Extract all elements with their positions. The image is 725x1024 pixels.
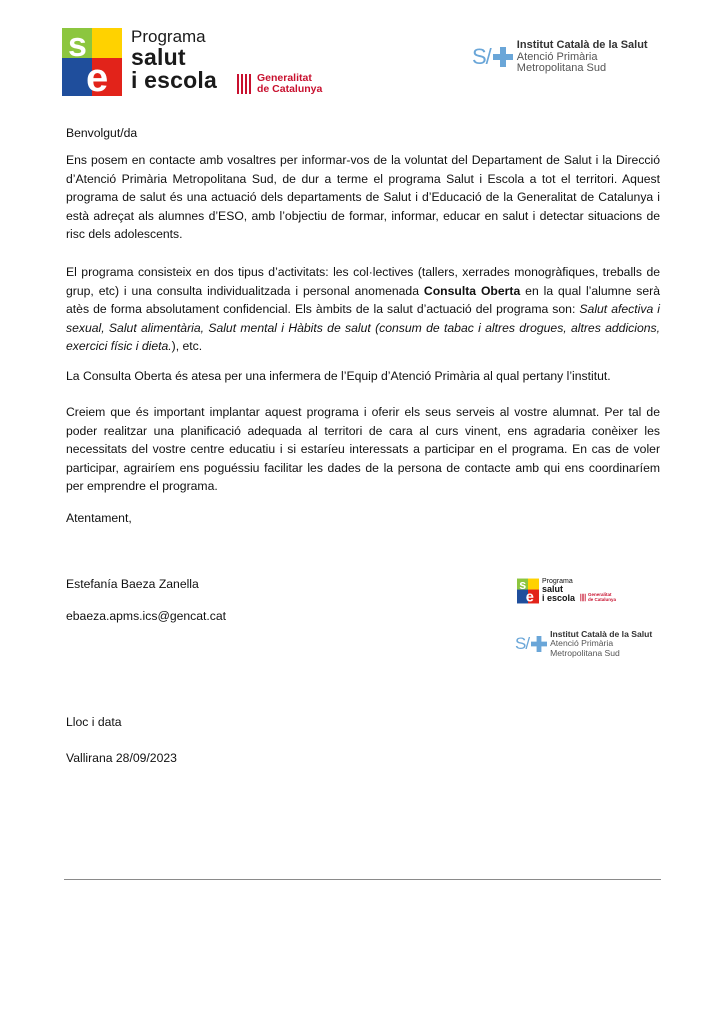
closing: Atentament,	[66, 511, 132, 525]
senyera-icon	[236, 73, 252, 95]
generalitat-logo	[236, 73, 322, 95]
small-i-escola-label: i escola	[542, 593, 576, 603]
health-cross-icon	[493, 47, 513, 67]
salut-i-escola-logo-icon	[62, 28, 122, 96]
small-generalitat-logo	[580, 593, 616, 602]
svg-text:e: e	[525, 589, 534, 604]
small-ics-subtitle-2: Metropolitana Sud	[550, 647, 620, 658]
small-senyera-icon	[580, 593, 586, 602]
generalitat-label: Generalitat	[257, 72, 312, 84]
small-salut-i-escola-logo-icon	[517, 578, 539, 604]
paragraph-request	[66, 403, 660, 496]
salut-label: salut	[131, 44, 186, 70]
paragraph-activities-part2: en la qual l’alumne serà atès de forma absolutament confidencial. Els àmbits de la salut d’actuació del programa son:	[66, 283, 660, 316]
small-salut-label: salut	[542, 584, 564, 594]
i-escola-label: i escola	[131, 67, 217, 93]
paragraph-nurse-text: La Consulta Oberta és atesa per una infermera de l’Equip d’Atenció Primària al qual pertany l’institut.	[66, 369, 611, 383]
place-date-value: Vallirana 28/09/2023	[66, 751, 177, 765]
ics-name: Institut Català de la Salut	[516, 39, 648, 51]
small-ics-logo	[515, 630, 652, 658]
ics-logo	[472, 40, 648, 75]
paragraph-activities	[66, 263, 660, 356]
small-programa-label: Programa	[542, 578, 573, 585]
small-generalitat-label: Generalitat	[588, 592, 612, 597]
ics-mark: S/	[472, 44, 491, 70]
svg-text:s: s	[68, 28, 87, 64]
svg-text:e: e	[86, 56, 109, 96]
paragraph-intro-text: Ens posem en contacte amb vosaltres per informar-vos de la voluntat del Departament de Salut i la Direcció d’Atenció Primària Metropolitana Sud, de dur a terme el programa Salut i Escola a tot el territori. Aquest programa de salut és una actuació dels departaments de Salut i d’Educació de la Generalitat de Catalunya i està adreçat als alumnes d’ESO, amb l’objectiu de formar, informar, educar en salut i detectar situacions de risc dels adolescents.	[66, 153, 660, 241]
paragraph-nurse	[66, 367, 660, 386]
small-de-catalunya-label: de Catalunya	[588, 596, 617, 602]
small-ics-name: Institut Català de la Salut	[550, 629, 653, 639]
place-date-label: Lloc i data	[66, 715, 122, 729]
consulta-oberta-bold: Consulta Oberta	[423, 283, 521, 298]
footer-divider	[64, 879, 661, 880]
paragraph-intro	[66, 151, 660, 244]
svg-text:s: s	[519, 578, 527, 592]
small-ics-subtitle-1: Atenció Primària	[550, 638, 614, 649]
health-areas-italic: Salut afectiva i sexual, Salut alimentària, Salut mental i Hàbits de salut (consum de tabac i altres drogues, altres addicions, exercici físic i dieta.	[66, 302, 661, 353]
small-health-cross-icon	[531, 636, 547, 652]
programa-logo-text	[131, 28, 217, 92]
paragraph-activities-part3: ), etc.	[171, 339, 203, 353]
greeting: Benvolgut/da	[66, 126, 138, 140]
ics-subtitle-1: Atenció Primària	[516, 50, 598, 63]
paragraph-request-text: Creiem que és important implantar aquest programa i oferir els seus serveis al vostre alumnat. Per tal de poder realitzar una planificació adequada al territori de cara al curs vinent, ens agradaria conèixer les necessitats del vostre centre educatiu i si estaríeu interessats a participar en el programa. En cas de voler participar, agrairíem ens poguéssiu facilitar les dades de la persona de contacte amb qui ens coordinaríem per emprendre el programa.	[66, 405, 660, 493]
ics-subtitle-2: Metropolitana Sud	[516, 62, 607, 75]
programa-label: Programa	[131, 27, 206, 46]
de-catalunya-label: de Catalunya	[257, 83, 323, 96]
signer-email: ebaeza.apms.ics@gencat.cat	[66, 609, 227, 623]
small-ics-mark: S/	[515, 634, 530, 654]
small-programa-text	[542, 578, 575, 603]
paragraph-activities-part1: El programa consisteix en dos tipus d’activitats: les col·lectives (tallers, xerrades monogràfiques, treballs de grup, etc) i una consulta individualitzada i personal anomenada	[66, 265, 660, 298]
signer-name: Estefanía Baeza Zanella	[66, 577, 199, 591]
